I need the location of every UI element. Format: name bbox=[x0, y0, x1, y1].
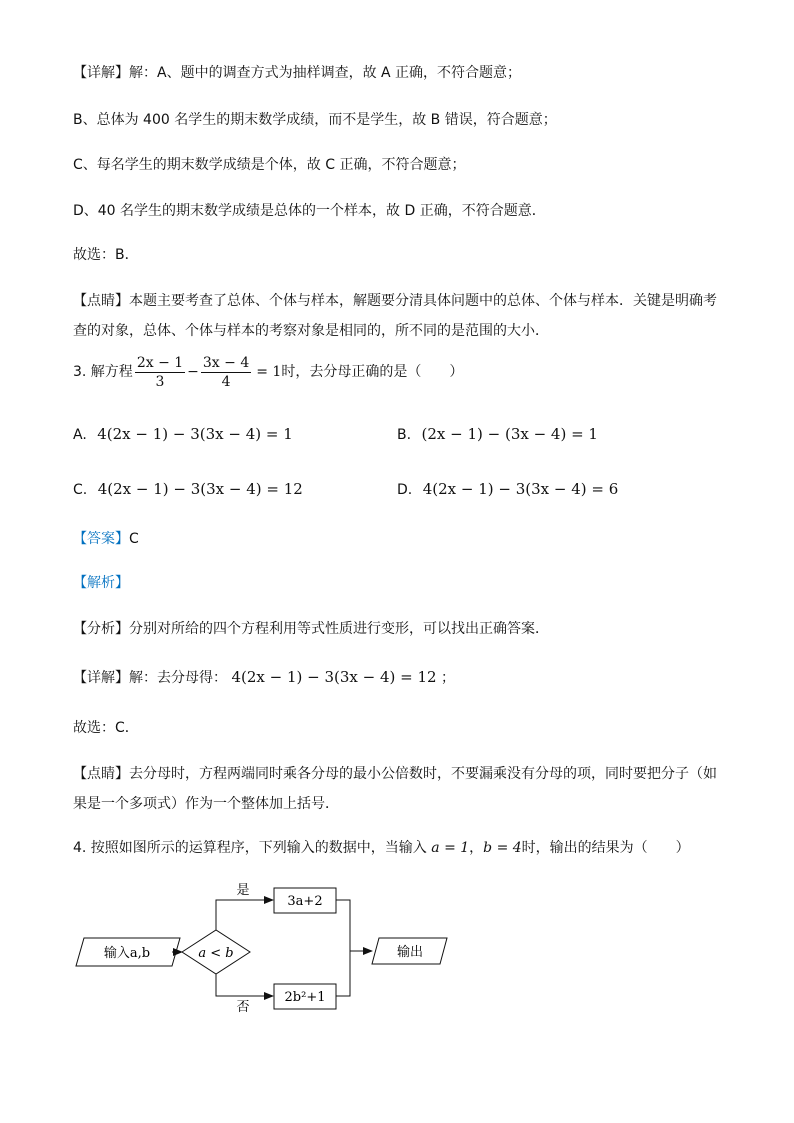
comment-line-1b: 查的对象，总体、个体与样本的考察对象是相同的，所不同的是范围的大小． bbox=[73, 323, 549, 339]
flowchart-no-box bbox=[274, 984, 336, 1009]
q3-option-c-expr: 4(2x − 1) − 3(3x − 4) = 12 bbox=[97, 480, 303, 498]
q4-a-value: a = 1 bbox=[431, 840, 470, 856]
explain-line-d: D、40 名学生的期末数学成绩是总体的一个样本，故 D 正确，不符合题意． bbox=[73, 203, 546, 219]
q4-prefix: 4. 按照如图所示的运算程序，下列输入的数据中，当输入 bbox=[73, 840, 427, 856]
q3-comment-line2: 果是一个多项式）作为一个整体加上括号． bbox=[73, 796, 339, 812]
flowchart-condition-label: a < b bbox=[198, 946, 234, 961]
flowchart-merge-line bbox=[336, 900, 350, 996]
q3-comment-line1: 【点睛】去分母时，方程两端同时乘各分母的最小公倍数时，不要漏乘没有分母的项，同时要把分子（如 bbox=[73, 766, 717, 782]
flowchart-arrow-no bbox=[216, 974, 273, 996]
q4-suffix: 时，输出的结果为（ ） bbox=[521, 840, 690, 856]
q4-b-value: b = 4 bbox=[483, 840, 522, 856]
q3-option-c-label: C. bbox=[73, 482, 88, 498]
q3-prefix: 3. 解方程 bbox=[73, 364, 133, 380]
q3-option-a-expr: 4(2x − 1) − 3(3x − 4) = 1 bbox=[97, 425, 293, 443]
q3-option-d-label: D. bbox=[397, 482, 413, 498]
q3-analysis-tag: 【解析】 bbox=[73, 575, 129, 591]
q3-option-b-label: B. bbox=[397, 427, 412, 443]
detail-explain-line: 【详解】解：A、题中的调查方式为抽样调查，故 A 正确，不符合题意； bbox=[73, 65, 522, 81]
flowchart-yes-label: 是 bbox=[236, 883, 250, 898]
q4-comma: ， bbox=[469, 840, 484, 856]
flowchart-arrow-yes bbox=[216, 900, 273, 930]
comment-line-1a: 【点睛】本题主要考查了总体、个体与样本，解题要分清具体问题中的总体、个体与样本．关键是明确考 bbox=[73, 293, 717, 309]
q3-answer-tag: 【答案】 bbox=[73, 531, 129, 547]
q3-minus: − bbox=[187, 364, 199, 380]
q3-detail-expr: 4(2x − 1) − 3(3x − 4) = 12 bbox=[231, 668, 437, 686]
explain-line-c: C、每名学生的期末数学成绩是个体，故 C 正确，不符合题意； bbox=[73, 157, 466, 173]
q3-fraction-1-denominator: 3 bbox=[155, 373, 165, 390]
q3-detail-suffix: ； bbox=[441, 670, 455, 686]
flowchart-no-label: 否 bbox=[236, 1000, 250, 1015]
q3-choose: 故选：C． bbox=[73, 720, 139, 736]
q3-option-b-expr: (2x − 1) − (3x − 4) = 1 bbox=[421, 425, 598, 443]
flowchart-condition-node bbox=[182, 930, 250, 974]
q3-fraction-2-numerator: 3x − 4 bbox=[202, 354, 250, 371]
choose-line-1: 故选：B． bbox=[73, 247, 139, 263]
flowchart-no-box-label: 2b²+1 bbox=[284, 990, 326, 1005]
flowchart-output-node bbox=[372, 938, 447, 964]
q3-fraction-1-numerator: 2x − 1 bbox=[136, 354, 184, 371]
flowchart-yes-box bbox=[274, 888, 336, 913]
q3-equals-one: = 1 bbox=[256, 364, 282, 380]
q3-detail-prefix: 【详解】解：去分母得： bbox=[73, 670, 227, 686]
q3-fraction-2-denominator: 4 bbox=[221, 373, 231, 390]
q3-analysis: 【分析】分别对所给的四个方程利用等式性质进行变形，可以找出正确答案． bbox=[73, 621, 549, 637]
q3-option-a-label: A. bbox=[73, 427, 87, 443]
q3-answer-value: C bbox=[129, 531, 139, 547]
flowchart-input-node bbox=[76, 938, 180, 966]
flowchart-output-label: 输出 bbox=[396, 945, 424, 960]
flowchart-yes-box-label: 3a+2 bbox=[287, 894, 323, 909]
explain-line-b: B、总体为 400 名学生的期末数学成绩，而不是学生，故 B 错误，符合题意； bbox=[73, 112, 557, 128]
q3-suffix: 时，去分母正确的是（ ） bbox=[281, 364, 464, 380]
flowchart-input-label: 输入a,b bbox=[103, 946, 151, 961]
q3-option-d-expr: 4(2x − 1) − 3(3x − 4) = 6 bbox=[422, 480, 619, 498]
